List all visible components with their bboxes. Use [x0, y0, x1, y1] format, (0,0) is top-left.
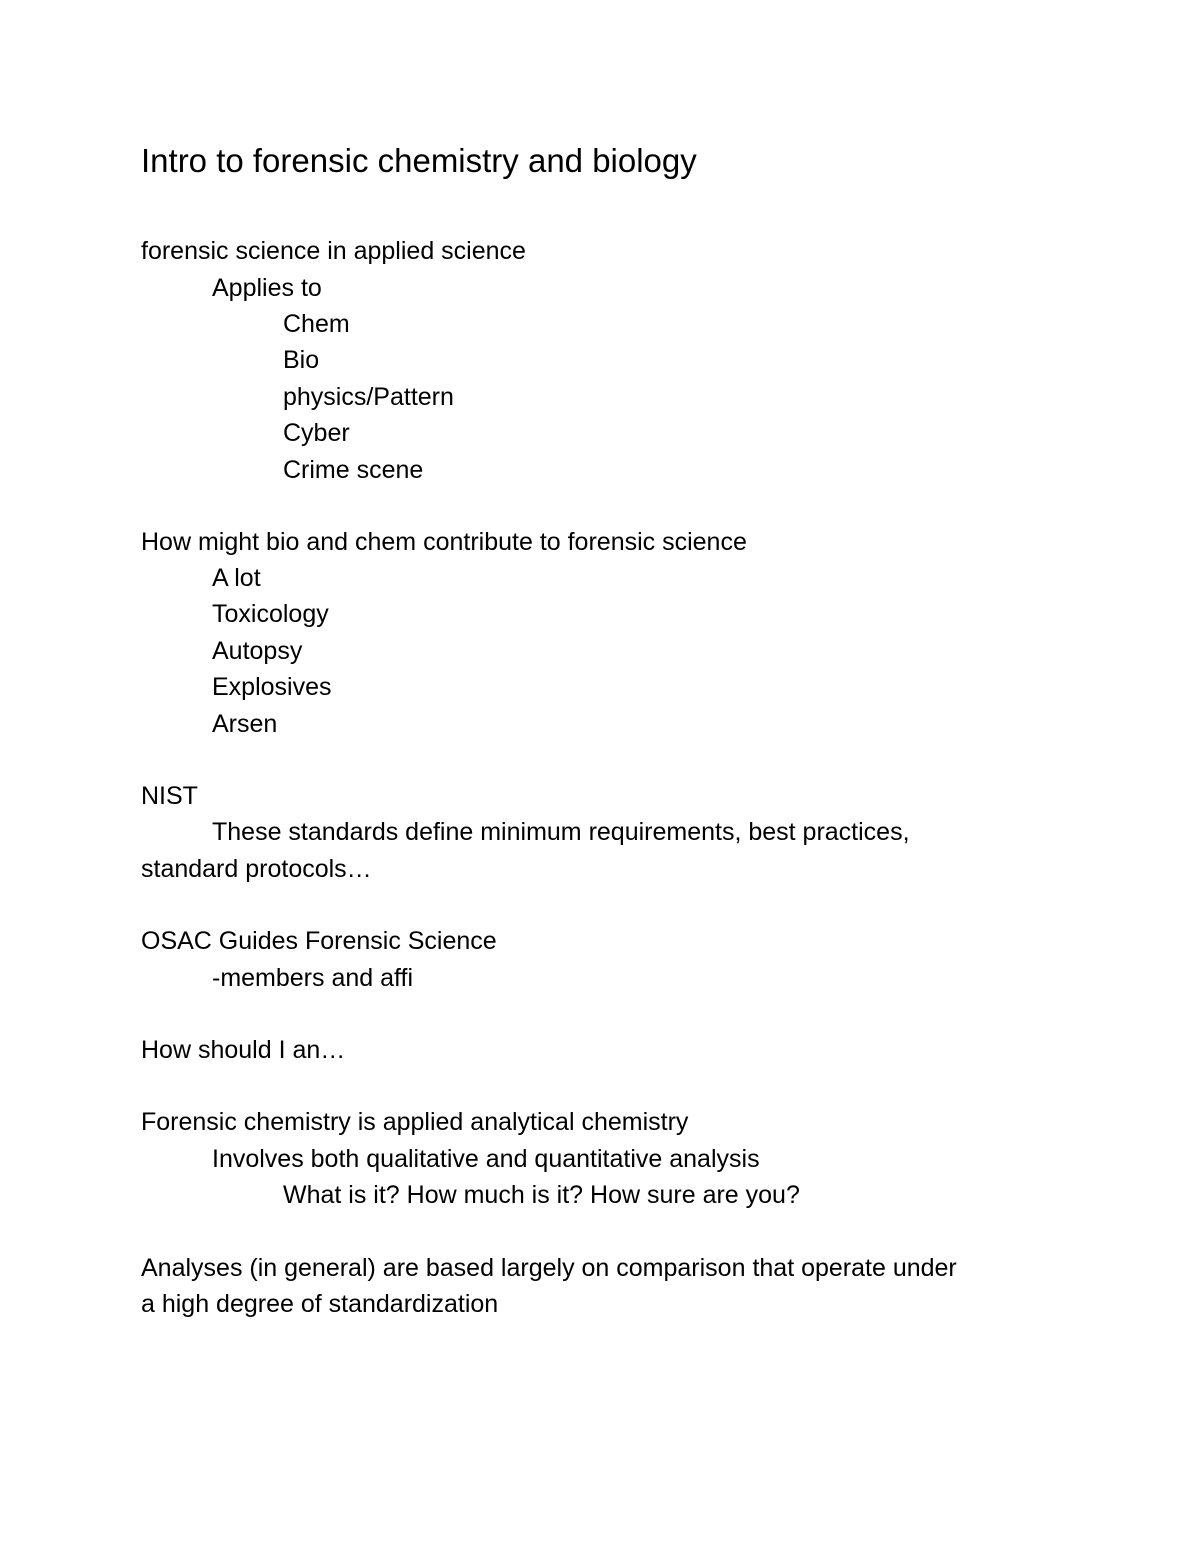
text-line: Bio — [283, 346, 320, 374]
text-line: -members and affi — [212, 964, 414, 992]
text-line: A lot — [212, 564, 261, 592]
text-line: Toxicology — [212, 600, 329, 628]
text-line: NIST — [141, 782, 198, 810]
text-line: Autopsy — [212, 637, 303, 665]
text-line: Chem — [283, 310, 350, 338]
text-line: How might bio and chem contribute to forensic science — [141, 528, 747, 556]
text-line: What is it? How much is it? How sure are you? — [283, 1181, 800, 1209]
text-line: standard protocols… — [141, 855, 372, 883]
text-line: Explosives — [212, 673, 332, 701]
text-line: OSAC Guides Forensic Science — [141, 927, 497, 955]
text-line: Arsen — [212, 710, 278, 738]
text-line: Involves both qualitative and quantitative analysis — [212, 1145, 760, 1173]
text-line: a high degree of standardization — [141, 1290, 499, 1318]
text-line: forensic science in applied science — [141, 237, 526, 265]
text-line: These standards define minimum requirements, best practices, — [212, 818, 910, 846]
text-line: Applies to — [212, 274, 322, 302]
text-line: How should I an… — [141, 1036, 346, 1064]
text-line: Crime scene — [283, 456, 424, 484]
document-title: Intro to forensic chemistry and biology — [141, 142, 697, 179]
text-line: physics/Pattern — [283, 383, 454, 411]
text-line: Cyber — [283, 419, 350, 447]
text-line: Forensic chemistry is applied analytical chemistry — [141, 1108, 689, 1136]
text-line: Analyses (in general) are based largely on comparison that operate under — [141, 1254, 957, 1282]
